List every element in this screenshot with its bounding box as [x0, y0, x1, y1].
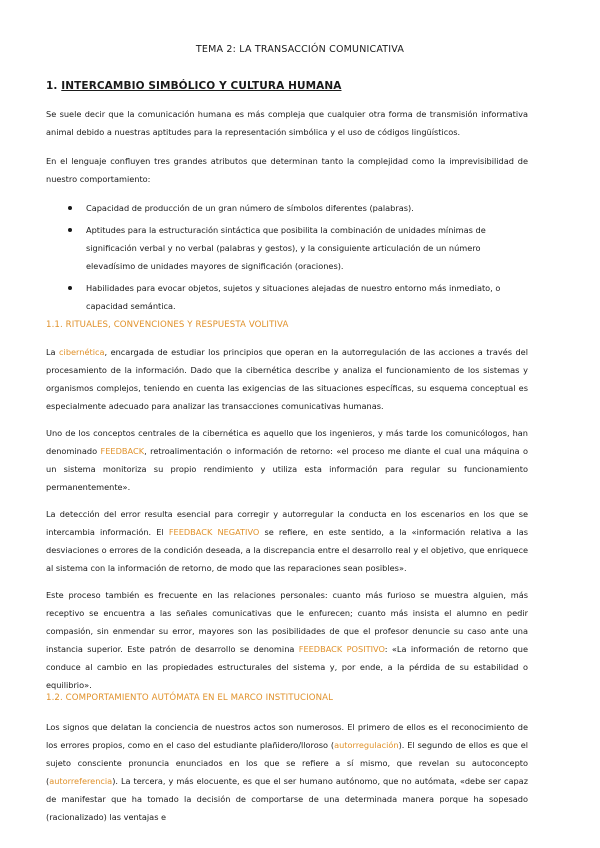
section-1-1-paragraph-1 — [46, 343, 528, 415]
list-item — [46, 199, 528, 217]
highlight-autorreferencia: autorreferencia — [49, 776, 113, 786]
section-1-2-paragraph-1 — [46, 718, 528, 826]
text-run: se refiere, en este sentido, a la «información relativa a las desviaciones o errores de la condición deseada, a la discrepancia entre el desarrollo real y el objetivo, que enriquece al sistema con la información de retorno, de modo que las reparaciones sean posibles». — [46, 527, 528, 573]
section-1-title: INTERCAMBIO SIMBÓLICO Y CULTURA HUMANA — [61, 80, 342, 92]
text-run: , retroalimentación o información de retorno: «el proceso me diante el cual una máquina o un sistema monitoriza su propio rendimiento y utiliza esta información para regular su funcionamiento permanentemente». — [46, 446, 528, 492]
bullet-icon — [68, 206, 72, 210]
highlight-feedback: FEEDBACK — [100, 446, 145, 456]
section-1-heading — [46, 80, 342, 92]
list-item — [46, 279, 528, 315]
text-run: La detección del error resulta esencial para corregir y autorregular la conducta en los escenarios en los que se intercambia información. El — [46, 509, 528, 537]
section-1-number: 1. — [46, 80, 62, 92]
list-item — [46, 221, 528, 275]
section-1-1-paragraph-4 — [46, 586, 528, 694]
text-run: Los signos que delatan la conciencia de nuestros actos son numerosos. El primero de ellos es el reconocimiento de los errores propios, como en el caso del estudiante plañidero/lloroso ( — [46, 722, 528, 750]
highlight-feedback-negativo: FEEDBACK NEGATIVO — [168, 527, 260, 537]
text-run: Uno de los conceptos centrales de la cibernética es aquello que los ingenieros, y más tarde los comunicólogos, han denominado — [46, 428, 528, 456]
bullet-icon — [68, 228, 72, 232]
text-run: : «La información de retorno que conduce al cambio en las propiedades estructurales del sistema y, por ende, a la pérdida de su estabilidad o equilibrio». — [46, 644, 528, 690]
section-1-1-heading: 1.1. RITUALES, CONVENCIONES Y RESPUESTA VOLITIVA — [46, 320, 289, 330]
highlight-feedback-positivo: FEEDBACK POSITIVO — [298, 644, 385, 654]
document-title: TEMA 2: LA TRANSACCIÓN COMUNICATIVA — [195, 44, 405, 55]
text-run: ). El segundo de ellos es que el sujeto consciente pronuncia enunciados en los que se refiere a sí mismo, que revelan su autoconcepto ( — [46, 740, 528, 786]
attributes-list — [46, 199, 528, 319]
section-1-paragraph-1: Se suele decir que la comunicación humana es más compleja que cualquier otra forma de transmisión informativa animal debido a nuestras aptitudes para la representación simbólica y el uso de códigos lingüísticos. — [46, 109, 528, 137]
section-1-1-paragraph-3 — [46, 505, 528, 577]
list-item-text: Capacidad de producción de un gran número de símbolos diferentes (palabras). — [86, 203, 414, 213]
text-run: Este proceso también es frecuente en las relaciones personales: cuanto más furioso se muestra alguien, más receptivo se encuentra a las señales comunicativas que le enfurecen; cuanto más insista el alumno en pedir compasión, sin enmendar su error, mayores son las posibilidades de que el profesor denuncie su caso ante una instancia superior. Este patrón de desarrollo se denomina — [46, 590, 528, 654]
section-1-1-paragraph-2 — [46, 424, 528, 496]
section-1-2-heading: 1.2. COMPORTAMIENTO AUTÓMATA EN EL MARCO INSTITUCIONAL — [46, 693, 334, 703]
highlight-autorregulacion: autorregulación — [334, 740, 399, 750]
bullet-icon — [68, 286, 72, 290]
list-item-text: Habilidades para evocar objetos, sujetos y situaciones alejadas de nuestro entorno más inmediato, o capacidad semántica. — [86, 283, 501, 311]
list-item-text: Aptitudes para la estructuración sintáctica que posibilita la combinación de unidades mínimas de significación verbal y no verbal (palabras y gestos), y la consiguiente articulación de un número elevadísimo de unidades mayores de significación (oraciones). — [86, 225, 486, 271]
text-run: La — [46, 347, 60, 357]
section-1-paragraph-2: En el lenguaje confluyen tres grandes atributos que determinan tanto la complejidad como la imprevisibilidad de nuestro comportamiento: — [46, 156, 528, 184]
text-run: ). La tercera, y más elocuente, es que el ser humano autónomo, que no autómata, «debe ser capaz de manifestar que ha tomado la decisión de comportarse de una determinada manera porque ha sopesado (racionalizado) las ventajas e — [46, 776, 528, 822]
highlight-cibernetica: cibernética — [59, 347, 105, 357]
text-run: , encargada de estudiar los principios que operan en la autorregulación de las acciones a través del procesamiento de la información. Dado que la cibernética describe y analiza el funcionamiento de los sistemas y organismos complejos, teniendo en cuenta las exigencias de las situaciones específicas, su esquema conceptual es especialmente adecuado para analizar las transacciones comunicativas humanas. — [46, 347, 528, 411]
